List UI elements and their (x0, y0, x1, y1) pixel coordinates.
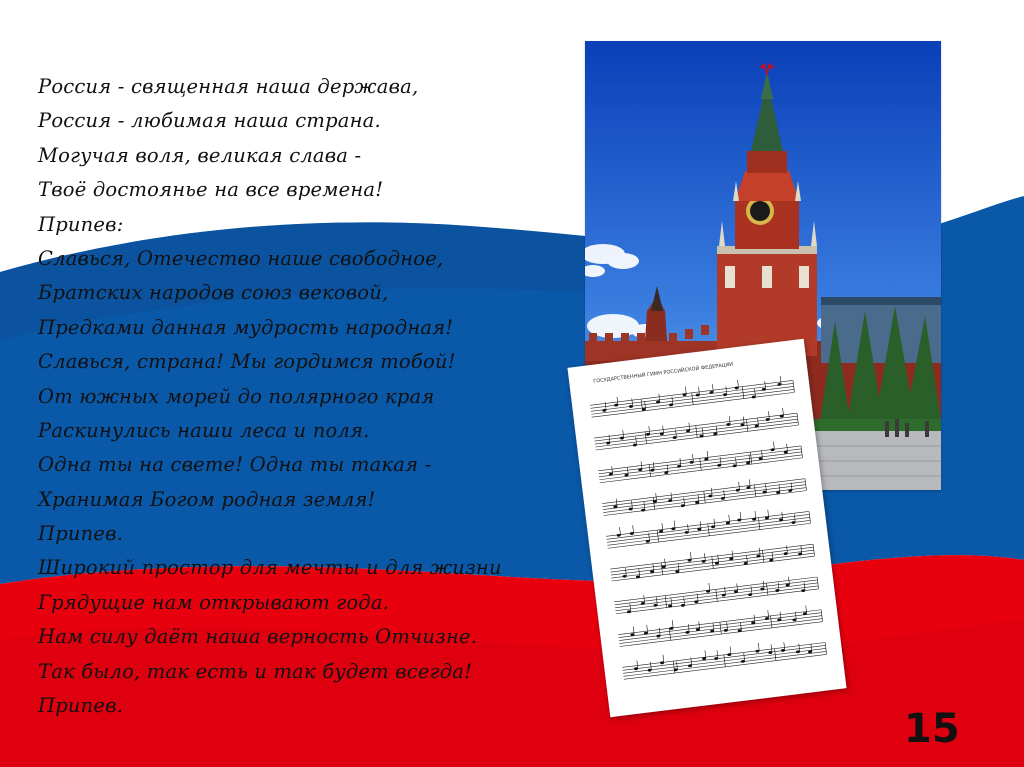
lyric-line: Россия - любимая наша страна. (38, 109, 381, 133)
lyric-line: Припев: (38, 212, 124, 236)
lyric-line: Так было, так есть и так будет всегда! (38, 659, 473, 683)
anthem-lyrics (38, 70, 558, 723)
lyric-line: Предками данная мудрость народная! (38, 315, 454, 339)
lyric-line: Нам силу даёт наша верность Отчизне. (38, 625, 478, 649)
lyric-line: Хранимая Богом родная земля! (38, 487, 376, 511)
lyric-line: От южных морей до полярного края (38, 384, 435, 408)
lyric-line: Раскинулись наши леса и поля. (38, 418, 370, 442)
lyric-line: Припев. (38, 522, 124, 546)
music-staves (567, 339, 846, 717)
lyric-line: Припев. (38, 694, 124, 718)
page-number: 15 (904, 706, 960, 752)
sheet-music-title: ГОСУДАРСТВЕННЫЙ ГИМН РОССИЙСКОЙ ФЕДЕРАЦИИ (592, 361, 734, 385)
lyric-line: Славься, Отечество наше свободное, (38, 246, 444, 270)
lyric-line: Широкий простор для мечты и для жизни (38, 556, 502, 580)
lyric-line: Братских народов союз вековой, (38, 281, 389, 305)
sheet-music-page (567, 339, 846, 717)
lyric-line: Россия - священная наша держава, (38, 75, 419, 98)
lyric-line: Грядущие нам открывают года. (38, 590, 390, 614)
lyric-line: Твоё достоянье на все времена! (38, 178, 384, 202)
lyric-line: Одна ты на свете! Одна ты такая - (38, 453, 432, 477)
lyric-line: Могучая воля, великая слава - (38, 143, 362, 167)
lyric-line: Славься, страна! Мы гордимся тобой! (38, 350, 456, 374)
